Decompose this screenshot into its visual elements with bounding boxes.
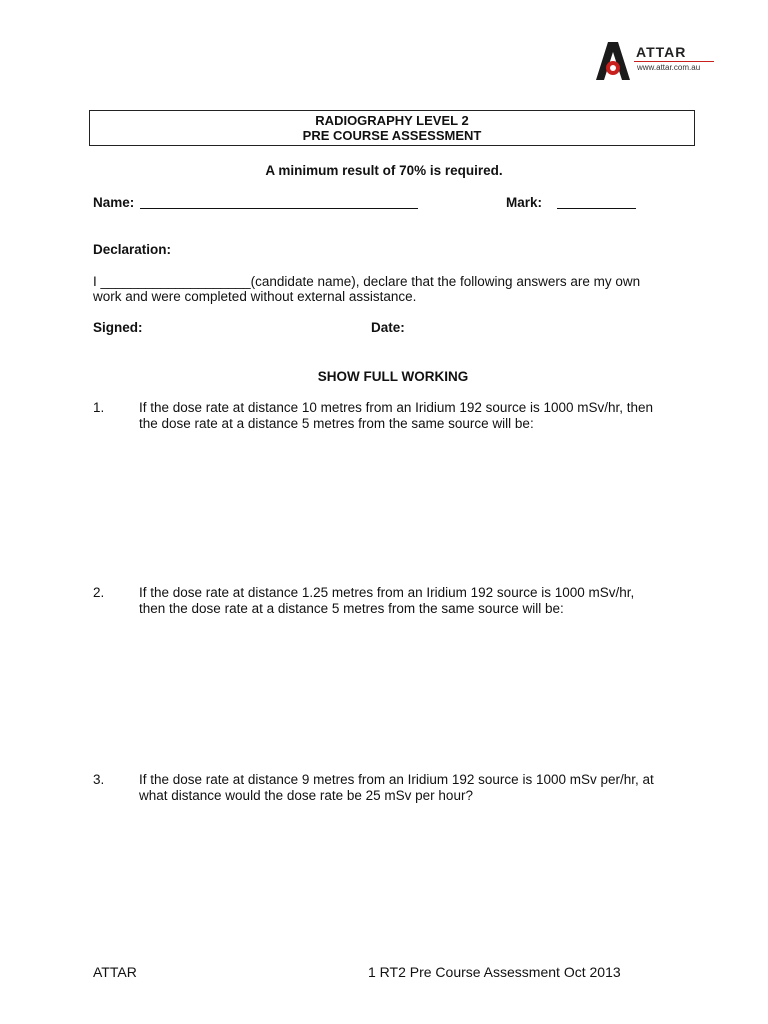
question-3-number: 3. xyxy=(93,772,105,787)
question-2-number: 2. xyxy=(93,585,105,600)
mark-label: Mark: xyxy=(506,195,543,210)
title-line-1: RADIOGRAPHY LEVEL 2 xyxy=(315,113,469,128)
name-label: Name: xyxy=(93,195,135,210)
instruction-heading: SHOW FULL WORKING xyxy=(317,369,469,384)
question-1-line-1: If the dose rate at distance 10 metres from an Iridium 192 source is 1000 mSv/hr, then xyxy=(139,400,654,415)
title-box xyxy=(89,110,695,146)
logo-brand: ATTAR xyxy=(636,44,687,60)
mark-field[interactable] xyxy=(557,208,636,209)
declaration-label: Declaration: xyxy=(93,242,172,257)
date-label: Date: xyxy=(371,320,405,335)
question-3-line-2: what distance would the dose rate be 25 mSv per hour? xyxy=(139,788,473,803)
question-1-line-2: the dose rate at a distance 5 metres from the same source will be: xyxy=(139,416,534,431)
attar-logo-icon xyxy=(592,40,634,82)
question-2-line-1: If the dose rate at distance 1.25 metres from an Iridium 192 source is 1000 mSv/hr, xyxy=(139,585,635,600)
footer-left: ATTAR xyxy=(93,964,137,980)
question-1-number: 1. xyxy=(93,400,105,415)
title-line-2: PRE COURSE ASSESSMENT xyxy=(302,128,482,143)
requirement-text: A minimum result of 70% is required. xyxy=(265,163,503,178)
logo-url: www.attar.com.au xyxy=(637,63,701,72)
logo-rule xyxy=(634,61,714,62)
question-3-line-1: If the dose rate at distance 9 metres from an Iridium 192 source is 1000 mSv per/hr, at xyxy=(139,772,654,787)
signed-label: Signed: xyxy=(93,320,143,335)
declaration-line-2: work and were completed without external assistance. xyxy=(93,289,417,304)
name-field[interactable] xyxy=(140,208,418,209)
question-2-line-2: then the dose rate at a distance 5 metres from the same source will be: xyxy=(139,601,564,616)
footer-right: 1 RT2 Pre Course Assessment Oct 2013 xyxy=(368,964,621,980)
declaration-line-1: I ____________________(candidate name), declare that the following answers are my own xyxy=(93,274,641,289)
